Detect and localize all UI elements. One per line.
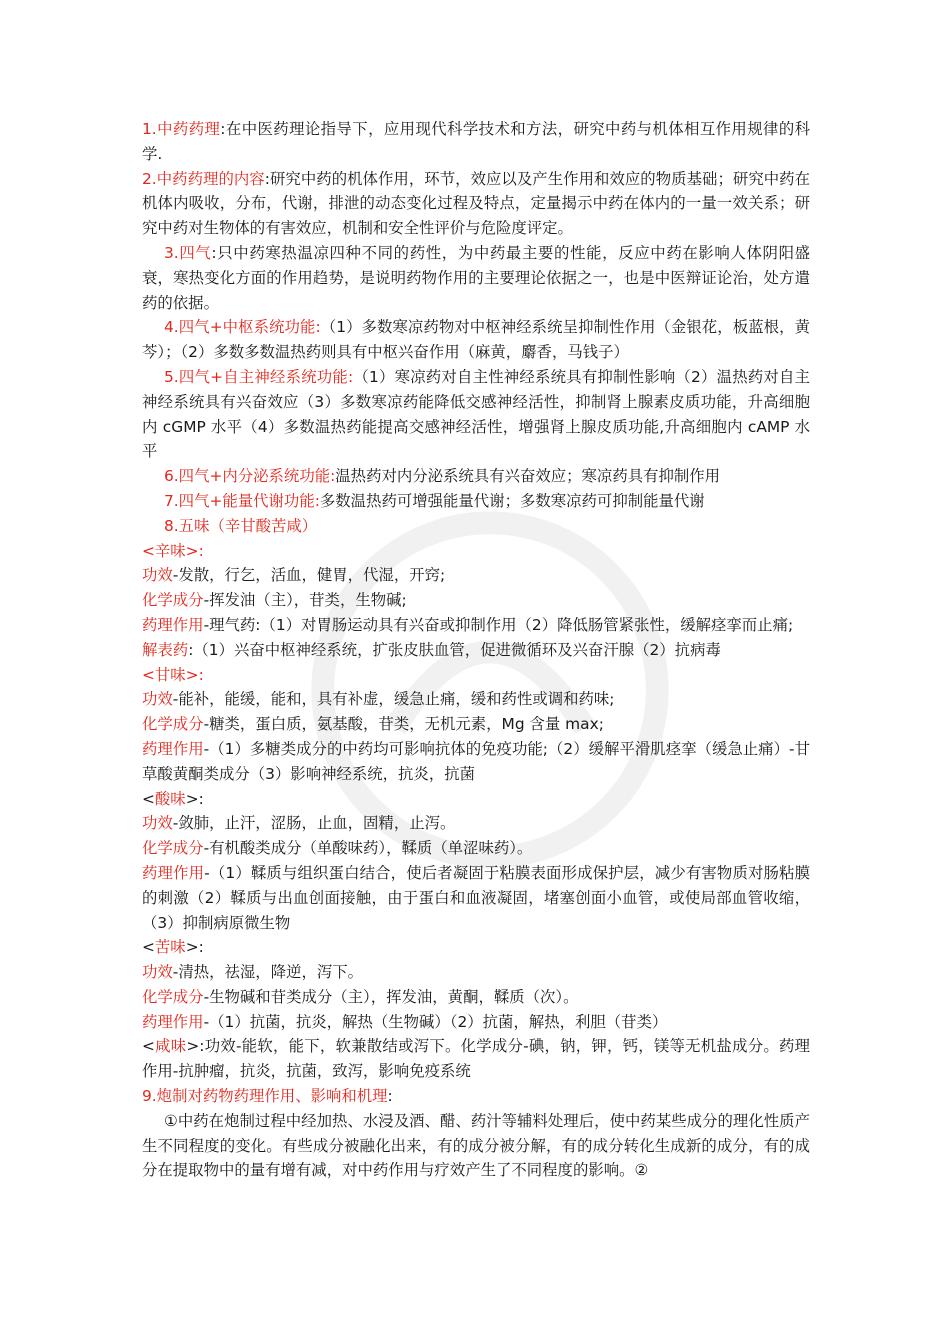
body-text: -理气药:（1）对胃肠运动具有兴奋或抑制作用（2）降低肠管紧张性，缓解痉挛而止痛; (203, 615, 794, 634)
body-text: :研究中药的机体作用，环节，效应以及产生作用和效应的物质基础；研究中药在机体内吸收，分布，代谢，排泄的动态变化过程及特点，定量揭示中药在体内的一量一效关系；研究中药对生物体的有害效应，机制和安全性评价与危险度评定。 (142, 169, 811, 238)
paragraph (142, 1034, 810, 1084)
paragraph (142, 514, 810, 539)
heading-text: 药理作用 (142, 863, 205, 882)
body-text: -发散，行乞，活血，健胃，代湿，开窍; (172, 566, 446, 585)
body-text: >: (185, 938, 204, 957)
paragraph (142, 663, 810, 688)
paragraph (142, 489, 810, 514)
document-body (142, 117, 810, 1183)
heading-text: 6.四气+内分泌系统功能: (164, 467, 336, 486)
heading-text: 9.炮制对药物药理作用、影响和机理 (142, 1087, 388, 1106)
body-text: : (387, 1087, 393, 1106)
heading-text: 8.五味（辛甘酸苦咸） (164, 516, 318, 535)
heading-text: <甘味>: (142, 665, 204, 684)
paragraph (142, 365, 810, 464)
body-text: -敛肺，止汗，涩肠，止血，固精，止泻。 (172, 814, 456, 833)
body-text: ①中药在炮制过程中经加热、水浸及酒、醋、药汁等辅料处理后，使中药某些成分的理化性质产生不同程度的变化。有些成分被融化出来，有的成分被分解，有的成分转化生成新的成分，有的成分在提取物中的量有增有减，对中药作用与疗效产生了不同程度的影响。② (142, 1111, 810, 1180)
paragraph (142, 960, 810, 985)
heading-text: 4.四气+中枢系统功能: (164, 318, 321, 337)
heading-text: 化学成分 (142, 715, 204, 734)
body-text: -糖类，蛋白质，氨基酸，苷类，无机元素，Mg 含量 max; (203, 715, 604, 734)
paragraph (142, 117, 810, 167)
body-text: < (142, 938, 155, 957)
heading-text: 药理作用 (142, 739, 204, 758)
paragraph (142, 811, 810, 836)
heading-text: 1.中药药理 (142, 120, 221, 138)
paragraph (142, 1010, 810, 1035)
heading-text: <辛味>: (142, 541, 204, 560)
paragraph (142, 167, 810, 241)
heading-text: 2.中药药理的内容 (142, 169, 265, 188)
paragraph (142, 836, 810, 861)
body-text: -能补，能缓，能和，具有补虚，缓急止痛，缓和药性或调和药味; (172, 690, 615, 709)
heading-text: 化学成分 (142, 591, 204, 610)
paragraph (142, 1109, 810, 1183)
heading-text: 药理作用 (142, 615, 204, 634)
paragraph (142, 737, 810, 787)
paragraph (142, 241, 810, 315)
heading-text: 功效 (142, 963, 173, 982)
paragraph (142, 638, 810, 663)
paragraph (142, 539, 810, 564)
body-text: -（1）多糖类成分的中药均可影响抗体的免疫功能;（2）缓解平滑肌痉挛（缓急止痛）-甘草酸黄酮类成分（3）影响神经系统，抗炎，抗菌 (142, 739, 810, 783)
paragraph (142, 315, 810, 365)
heading-text: 功效 (142, 566, 173, 585)
heading-text: 化学成分 (142, 987, 204, 1006)
heading-text: 7.四气+能量代谢功能: (164, 491, 320, 510)
body-text: -挥发油（主），苷类，生物碱; (203, 591, 407, 610)
paragraph (142, 613, 810, 638)
body-text: （1）寒凉药对自主性神经系统具有抑制性影响（2）温热药对自主神经系统具有兴奋效应（3）多数寒凉药能降低交感神经活性，抑制肾上腺素皮质功能，升高细胞内 cGMP 水平（4）多数温热药能提高交感神经活性，增强肾上腺皮质功能,升高细胞内 cAMP 水平 (142, 367, 810, 461)
paragraph (142, 687, 810, 712)
body-text: 多数温热药可增强能量代谢；多数寒凉药可抑制能量代谢 (319, 491, 705, 510)
paragraph (142, 935, 810, 960)
heading-text: 功效 (142, 814, 173, 833)
body-text: -有机酸类成分（单酸味药），鞣质（单涩味药）。 (203, 839, 533, 858)
paragraph (142, 588, 810, 613)
paragraph (142, 712, 810, 737)
heading-text: 苦味 (154, 938, 186, 957)
body-text: :（1）兴奋中枢神经系统，扩张皮肤血管，促进微循环及兴奋汗腺（2）抗病毒 (188, 640, 721, 659)
body-text: >:功效-能软，能下，软兼散结或泻下。化学成分-碘，钠，钾，钙，镁等无机盐成分。药理作用-抗肿瘤，抗炎，抗菌，致泻，影响免疫系统 (142, 1037, 810, 1081)
paragraph (142, 1084, 810, 1109)
heading-text: 5.四气+自主神经系统功能: (164, 367, 354, 386)
heading-text: 药理作用 (142, 1012, 204, 1031)
heading-text: 3.四气 (164, 243, 212, 262)
body-text: >: (185, 789, 204, 808)
heading-text: 功效 (142, 690, 173, 709)
body-text: :在中医药理论指导下，应用现代科学技术和方法，研究中药与机体相互作用规律的科学. (142, 120, 811, 163)
body-text: -（1）抗菌，抗炎，解热（生物碱）（2）抗菌，解热，利胆（苷类） (203, 1012, 668, 1031)
body-text: < (142, 1037, 155, 1056)
paragraph (142, 985, 810, 1010)
paragraph (142, 861, 810, 935)
body-text: -（1）鞣质与组织蛋白结合，使后者凝固于粘膜表面形成保护层，减少有害物质对肠粘膜的刺激（2）鞣质与出血创面接触，由于蛋白和血液凝固，堵塞创面小血管，或使局部血管收缩，（3）抑制病原微生物 (142, 863, 810, 932)
body-text: -清热，祛湿，降逆，泻下。 (172, 963, 364, 982)
heading-text: 解表药 (142, 640, 189, 659)
heading-text: 酸味 (154, 789, 186, 808)
heading-text: 咸味 (154, 1037, 187, 1056)
paragraph (142, 464, 810, 489)
paragraph (142, 787, 810, 812)
paragraph (142, 563, 810, 588)
body-text: < (142, 789, 155, 808)
body-text: -生物碱和苷类成分（主），挥发油，黄酮，鞣质（次）。 (203, 987, 579, 1006)
body-text: :只中药寒热温凉四种不同的药性，为中药最主要的性能，反应中药在影响人体阴阳盛衰，寒热变化方面的作用趋势，是说明药物作用的主要理论依据之一，也是中医辩证论治，处方遣药的依据。 (142, 243, 811, 312)
heading-text: 化学成分 (142, 839, 204, 858)
body-text: 温热药对内分泌系统具有兴奋效应；寒凉药具有抑制作用 (335, 467, 721, 486)
body-text: （1）多数寒凉药物对中枢神经系统呈抑制性作用（金银花，板蓝根，黄芩）；（2）多数多数温热药则具有中枢兴奋作用（麻黄，麝香，马钱子） (142, 318, 810, 362)
